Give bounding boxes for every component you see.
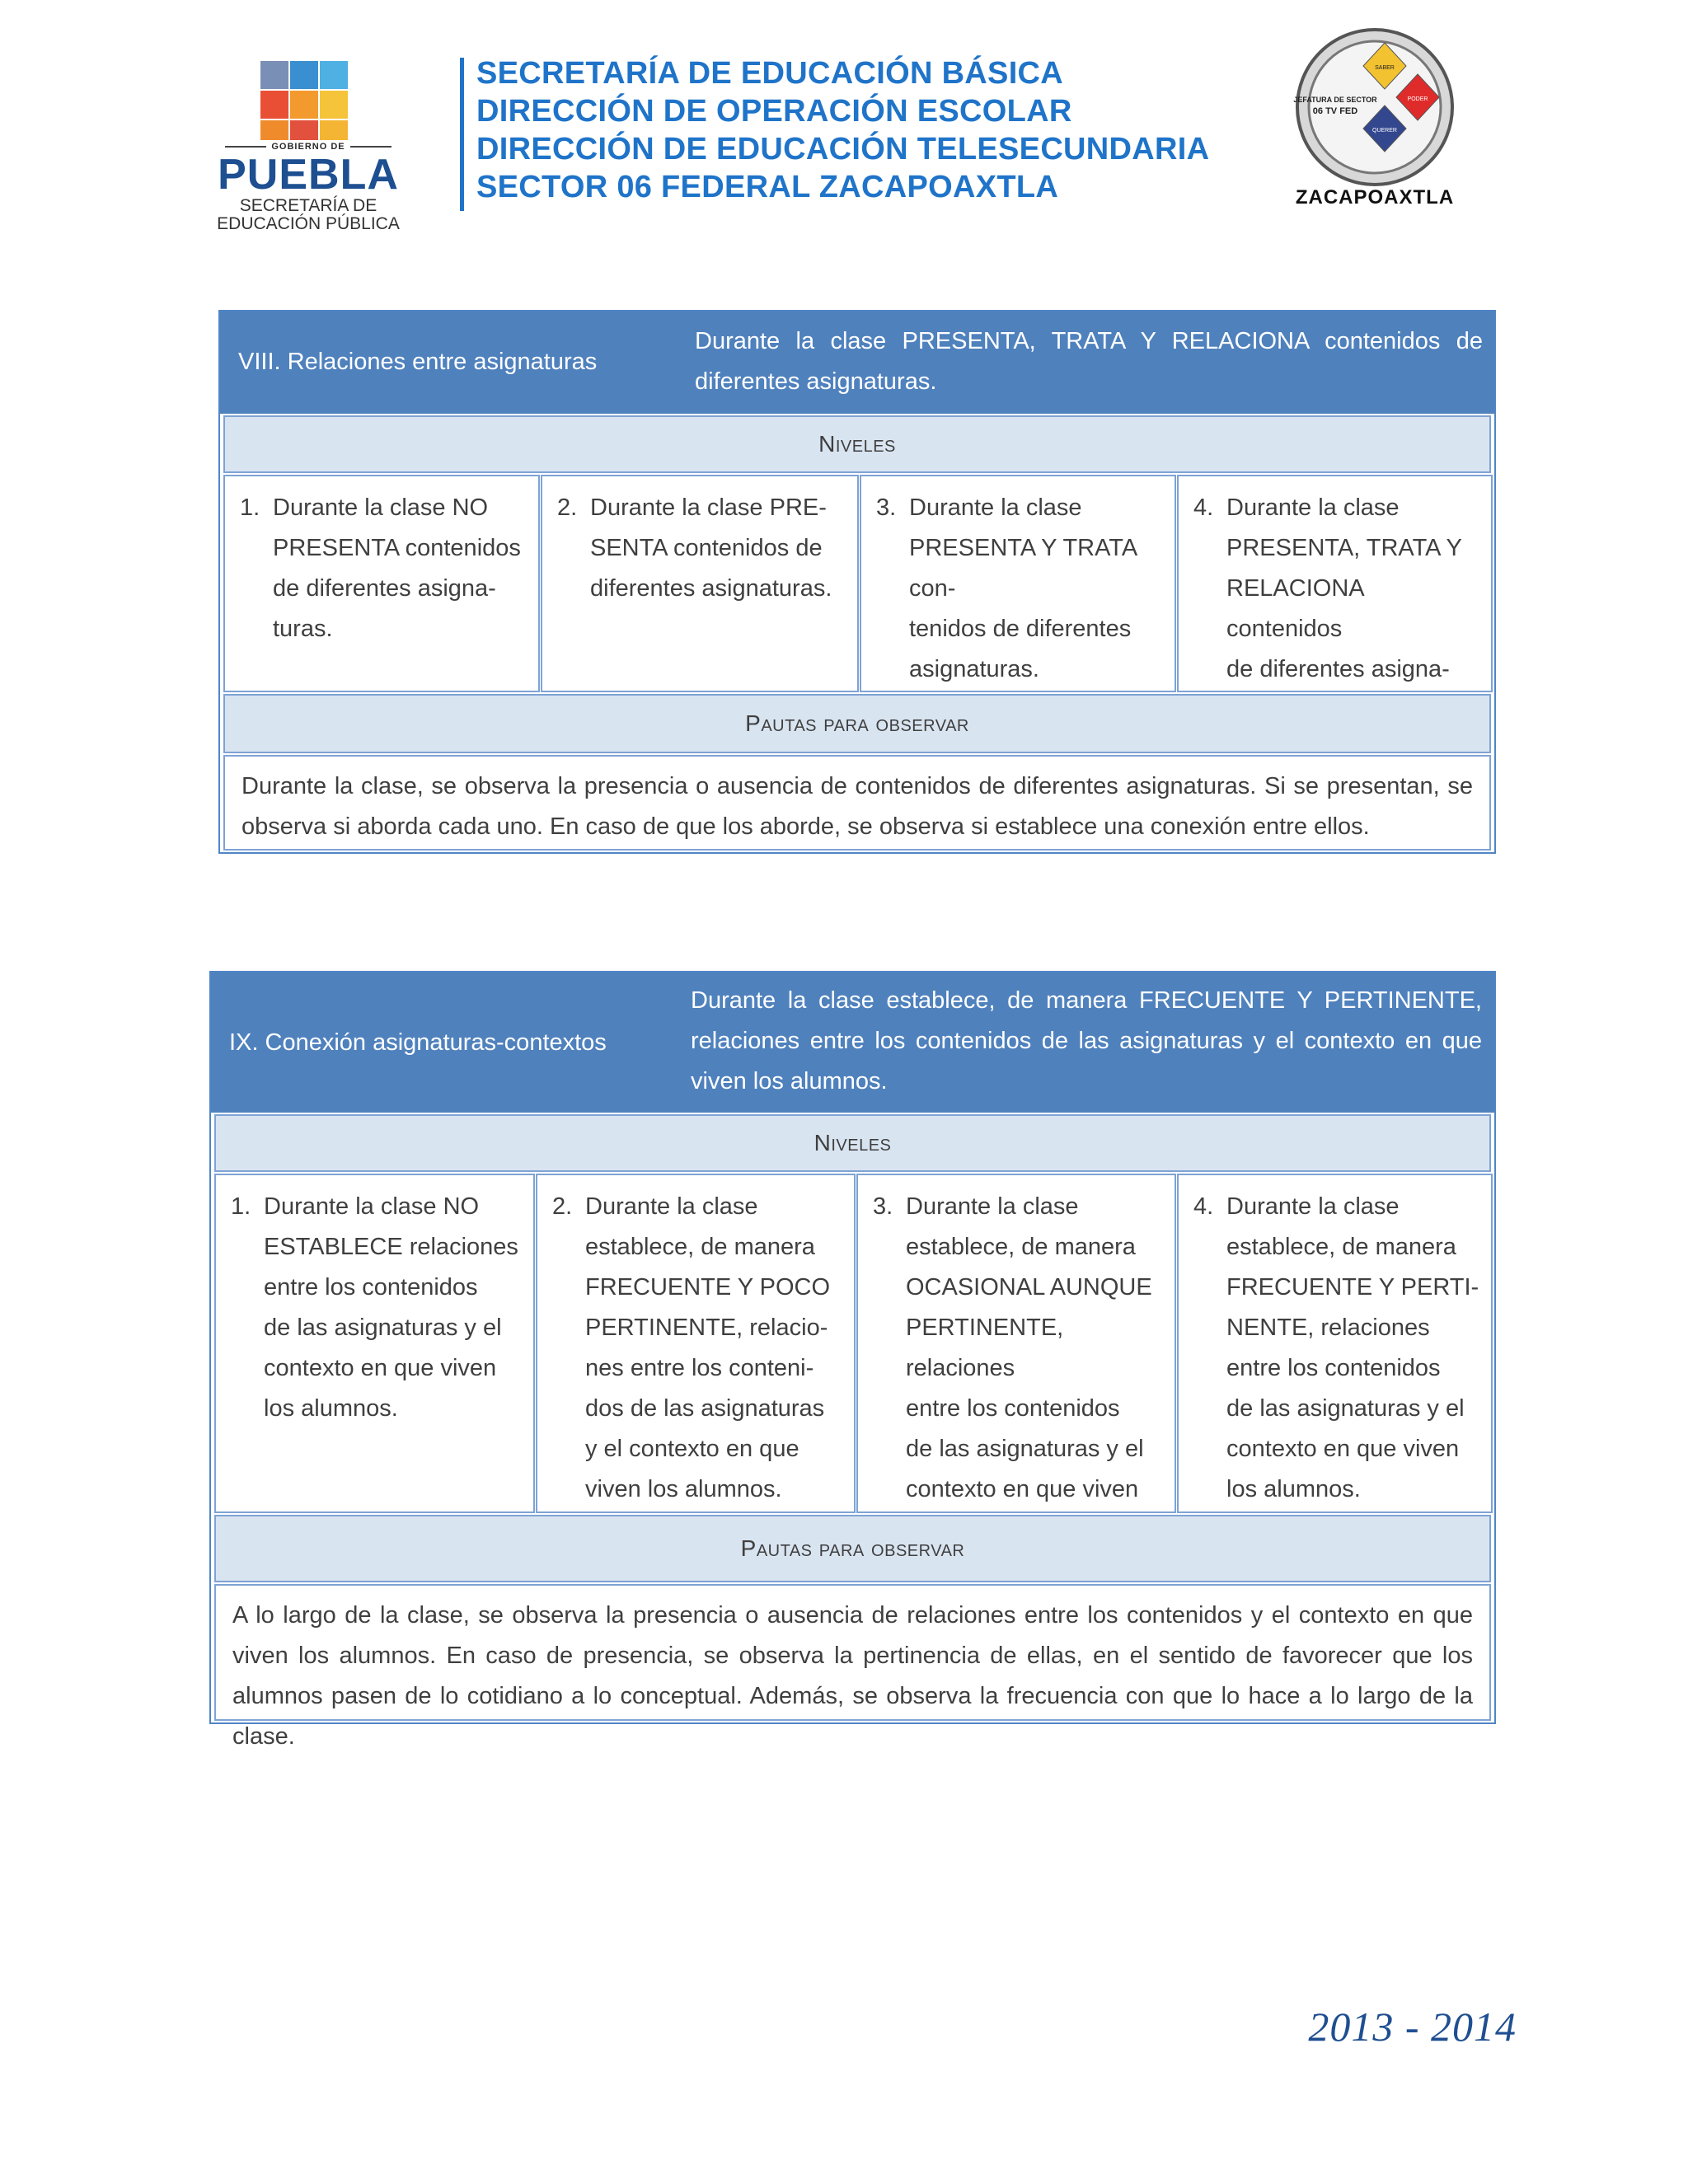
level-line: PRESENTA contenidos (273, 535, 521, 561)
level-line: PRESENTA Y TRATA con- (909, 535, 1137, 602)
level-line: PRESENTA, TRATA Y (1226, 535, 1462, 561)
level-line: diferentes asignaturas. (590, 575, 832, 602)
table-2-title: IX. Conexión asignaturas-contextos (229, 1029, 607, 1056)
sector-logo (1276, 25, 1474, 223)
table-1-level-3 (860, 475, 1176, 692)
table-2-header (211, 972, 1494, 1113)
logo-secretaria-text: SECRETARÍA DE (239, 196, 377, 215)
table-1-guide-text: Durante la clase, se observa la presencia o ausencia de contenidos de diferentes asignaturas. Si se presentan, se observa si aborda cada uno. En caso de que los aborde, se observa si establece una conexión entre ellos. (223, 755, 1491, 851)
level-line: FRECUENTE Y PERTI- (1226, 1274, 1479, 1301)
level-line: Durante la clase (909, 494, 1082, 521)
header-line-3: DIRECCIÓN DE EDUCACIÓN TELESECUNDARIA (476, 132, 1210, 166)
sector-name-text: ZACAPOAXTLA (1295, 186, 1455, 209)
level-line: contexto en que viven (906, 1476, 1139, 1502)
header-line-1: SECRETARÍA DE EDUCACIÓN BÁSICA (476, 56, 1064, 91)
level-line: entre los contenidos (264, 1274, 478, 1301)
table-1-description: Durante la clase PRESENTA, TRATA Y RELACIONA contenidos de diferentes asignaturas. (695, 328, 1483, 395)
sector-querer-text: QUERER (1372, 128, 1397, 134)
sector-poder-text: PODER (1407, 96, 1428, 102)
table-relaciones-asignaturas (218, 310, 1496, 854)
level-text (264, 1187, 523, 1429)
header-titles (476, 54, 1268, 206)
table-2-level-2 (536, 1174, 856, 1513)
table-2-level-4 (1177, 1174, 1493, 1513)
logo-puebla-text: PUEBLA (218, 151, 399, 199)
level-text (909, 488, 1165, 690)
level-line: SENTA contenidos de (590, 535, 823, 561)
table-conexion-asignaturas-contextos (209, 971, 1496, 1750)
table-1-level-4 (1177, 475, 1493, 692)
level-line: entre los contenidos (1226, 1355, 1441, 1381)
level-line: OCASIONAL AUNQUE (906, 1274, 1152, 1301)
level-line: PERTINENTE, relacio- (585, 1315, 828, 1341)
table-1-levels-label: Niveles (223, 415, 1491, 473)
level-line: de diferentes asigna- (1226, 656, 1450, 682)
level-line: FRECUENTE Y POCO (585, 1274, 831, 1301)
level-line: de las asignaturas y el (264, 1315, 502, 1341)
table-1-guide-label: Pautas para observar (223, 694, 1491, 753)
logo-educacion-text: EDUCACIÓN PÚBLICA (217, 214, 400, 233)
table-2-levels-label: Niveles (214, 1114, 1491, 1172)
table-1-level-2 (541, 475, 859, 692)
table-2-description: Durante la clase establece, de manera FRECUENTE Y PERTINENTE, relaciones entre los contenidos de las asignaturas y el contexto en que viven los alumnos. (691, 987, 1482, 1094)
level-line: NENTE, relaciones (1226, 1315, 1430, 1341)
level-line: nes entre los conteni- (585, 1355, 814, 1381)
level-text (906, 1187, 1165, 1550)
level-line: PERTINENTE, relaciones (906, 1315, 1064, 1381)
level-line: de las asignaturas y el (906, 1436, 1144, 1462)
level-line: Durante la clase (1226, 1193, 1400, 1220)
puebla-emblem-icon (260, 61, 348, 140)
level-line: Durante la clase NO (264, 1193, 480, 1220)
level-line: RELACIONA contenidos (1226, 575, 1363, 642)
level-line: contexto en que viven (264, 1355, 497, 1381)
table-2-guide-label: Pautas para observar (214, 1515, 1491, 1582)
level-line: dos de las asignaturas (585, 1395, 825, 1422)
table-1-title: VIII. Relaciones entre asignaturas (238, 349, 598, 375)
table-1-level-1 (223, 475, 540, 692)
level-line: turas. (273, 616, 333, 642)
table-2-level-3 (856, 1174, 1176, 1513)
table-2-guide-text: A lo largo de la clase, se observa la presencia o ausencia de relaciones entre los contenidos y el contexto en que viven los alumnos. En caso de presencia, se observa la pertinencia de ellas, en el sentido de favorecer que los alumnos pasen de lo cotidiano a lo conceptual. Además, se observa la frecuencia con que lo hace a lo largo de la clase. (214, 1584, 1491, 1721)
header-line-2: DIRECCIÓN DE OPERACIÓN ESCOLAR (476, 94, 1072, 129)
level-line: de las asignaturas y el (1226, 1395, 1465, 1422)
level-line: entre los contenidos (906, 1395, 1120, 1422)
level-line: establece, de manera (585, 1234, 815, 1260)
level-number: 4. (1193, 494, 1214, 521)
level-number: 2. (552, 1193, 573, 1220)
level-number: 1. (231, 1193, 251, 1220)
level-line: Durante la clase (585, 1193, 758, 1220)
level-line: los alumnos. (1226, 1476, 1361, 1502)
level-text (1226, 1187, 1481, 1510)
level-line: tenidos de diferentes (909, 616, 1132, 642)
puebla-logo (201, 59, 415, 232)
level-text (585, 1187, 844, 1510)
level-line: ESTABLECE relaciones (264, 1234, 518, 1260)
header-line-4: SECTOR 06 FEDERAL ZACAPOAXTLA (476, 170, 1059, 204)
level-line: viven los alumnos. (585, 1476, 782, 1502)
school-year: 2013 - 2014 (1308, 2004, 1517, 2050)
level-line: establece, de manera (906, 1234, 1136, 1260)
sector-saber-text: SABER (1375, 65, 1395, 71)
table-2-level-1 (214, 1174, 535, 1513)
level-line: Durante la clase (1226, 494, 1400, 521)
sector-ring-text-1: JEFATURA DE SECTOR (1293, 96, 1377, 104)
level-line: Durante la clase (906, 1193, 1079, 1220)
table-1-header (220, 312, 1494, 414)
logo-gobierno-text: GOBIERNO DE (218, 142, 399, 152)
level-number: 4. (1193, 1193, 1214, 1220)
header-divider (460, 58, 464, 211)
level-text (273, 488, 528, 649)
level-line: Durante la clase PRE- (590, 494, 827, 521)
level-number: 3. (876, 494, 897, 521)
level-line: de diferentes asigna- (273, 575, 496, 602)
level-number: 1. (240, 494, 260, 521)
level-line: establece, de manera (1226, 1234, 1456, 1260)
level-number: 3. (873, 1193, 893, 1220)
level-line: asignaturas. (909, 656, 1039, 682)
sector-ring-text-2: 06 TV FED (1312, 106, 1358, 116)
level-line: los alumnos. (264, 1395, 398, 1422)
level-number: 2. (557, 494, 578, 521)
level-line: Durante la clase NO (273, 494, 489, 521)
level-line: y el contexto en que (585, 1436, 799, 1462)
level-text (590, 488, 847, 609)
level-line: contexto en que viven (1226, 1436, 1460, 1462)
sector-emblem-icon (1276, 25, 1474, 190)
